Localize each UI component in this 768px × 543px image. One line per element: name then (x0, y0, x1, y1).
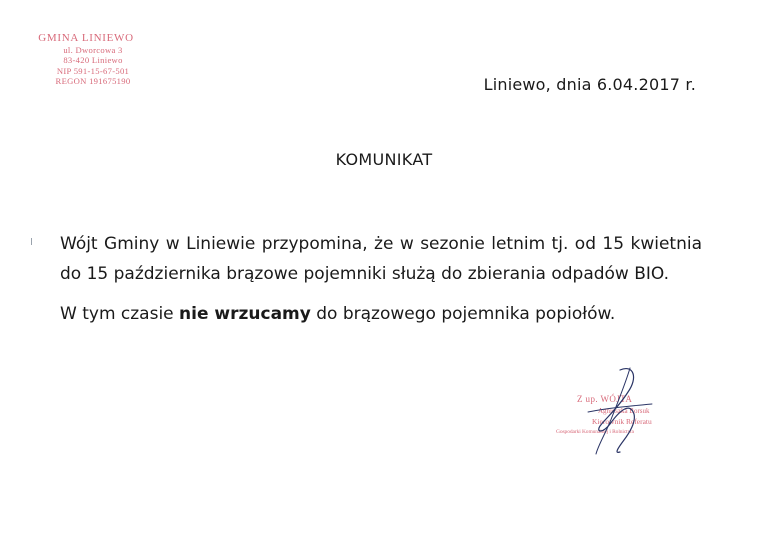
signature-stamp-line-4: Gospodarki Komunalnej i Rolnictwa (556, 429, 634, 435)
paragraph-2-lead: W tym czasie (60, 304, 180, 324)
signature-block (548, 362, 678, 462)
paragraph-2-emphasis: nie wrzucamy (179, 304, 311, 324)
office-stamp (16, 32, 156, 86)
paragraph-2-tail: do brązowego pojemnika popiołów. (310, 304, 616, 324)
stamp-regon: REGON 191675190 (55, 75, 131, 86)
stamp-nip: NIP 591-15-67-501 (56, 65, 130, 76)
signature-stamp-line-3: Kierownik Referatu (592, 417, 652, 426)
signature-stamp-line-1: Z up. WÓJTA (577, 394, 633, 404)
handwritten-signature (548, 362, 678, 462)
document-title: KOMUNIKAT (335, 150, 433, 169)
stamp-office-name: GMINA LINIEWO (38, 32, 134, 44)
date-line: Liniewo, dnia 6.04.2017 r. (483, 75, 696, 94)
signature-stamp-line-2: Agnieszka Borsuk (598, 407, 650, 415)
stamp-address-street: ul. Dworcowa 3 (63, 45, 123, 55)
announcement-body (60, 229, 702, 329)
margin-mark (31, 238, 32, 245)
stamp-address-city: 83-420 Liniewo (63, 55, 123, 66)
announcement-paragraph-2 (60, 299, 702, 329)
announcement-paragraph-1: Wójt Gminy w Liniewie przypomina, że w sezonie letnim tj. od 15 kwietnia do 15 października brązowe pojemniki służą do zbierania odpadów BIO. (60, 234, 702, 284)
